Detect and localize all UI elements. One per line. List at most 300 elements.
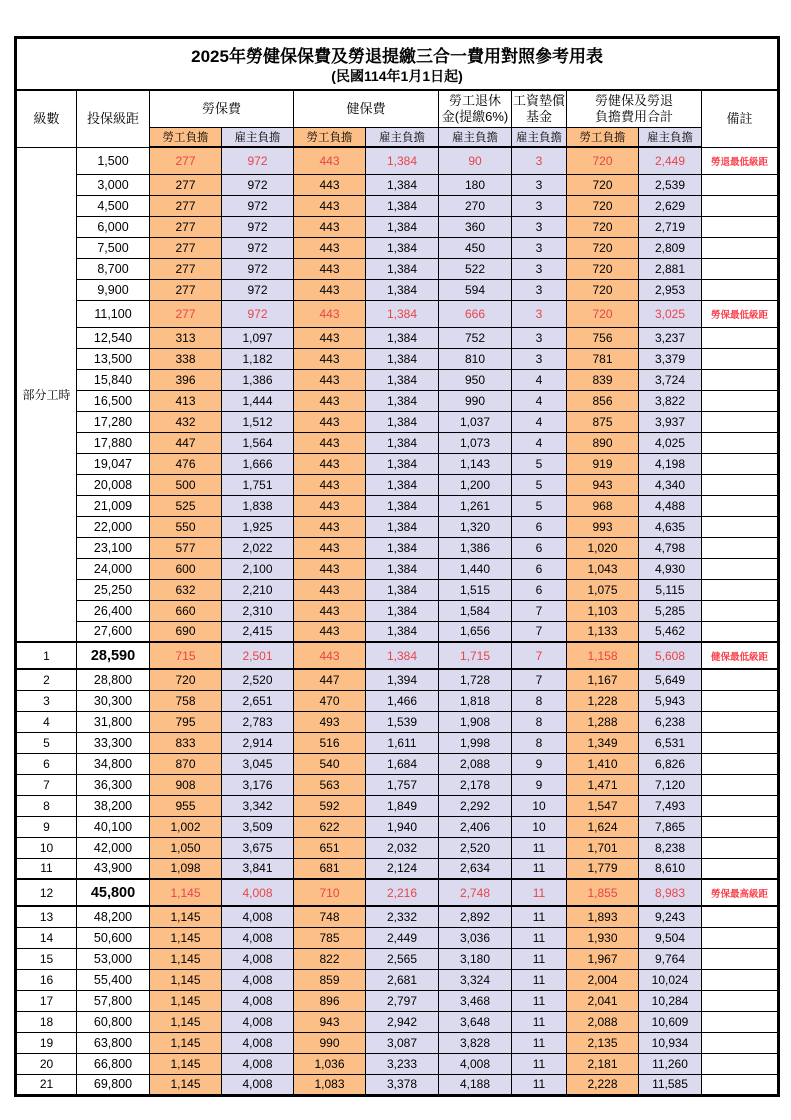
- table-row: [16, 711, 779, 732]
- labor-employee-cell: 447: [150, 432, 222, 453]
- labor-employer-cell: 3,509: [222, 816, 294, 837]
- remark-cell: [702, 690, 779, 711]
- total-employer-cell: 2,881: [639, 258, 702, 279]
- pension-label-line1: 勞工退休: [448, 92, 501, 108]
- remark-cell: [702, 990, 779, 1011]
- labor-employer-cell: 4,008: [222, 1074, 294, 1095]
- wage-fund-employer-cell: 11: [512, 948, 567, 969]
- pension-employer-cell: 1,440: [439, 558, 512, 579]
- labor-employer-cell: 3,675: [222, 837, 294, 858]
- pension-employer-cell: 666: [439, 300, 512, 327]
- bracket-cell: 45,800: [77, 879, 150, 906]
- total-employee-cell: 943: [567, 474, 639, 495]
- wage-fund-employer-cell: 3: [512, 147, 567, 174]
- table-row: [16, 516, 779, 537]
- health-employee-cell: 443: [294, 432, 366, 453]
- bracket-cell: 55,400: [77, 969, 150, 990]
- labor-employer-cell: 2,501: [222, 642, 294, 669]
- total-employer-cell: 8,983: [639, 879, 702, 906]
- subheader-total-employee: 勞工負擔: [567, 128, 639, 148]
- labor-employee-cell: 908: [150, 774, 222, 795]
- title-cell: [16, 38, 779, 91]
- labor-employer-cell: 2,415: [222, 621, 294, 642]
- remark-cell: [702, 1053, 779, 1074]
- total-employer-cell: 3,724: [639, 369, 702, 390]
- labor-employer-cell: 1,666: [222, 453, 294, 474]
- wage-fund-employer-cell: 4: [512, 390, 567, 411]
- table-row: [16, 474, 779, 495]
- table-row: [16, 858, 779, 879]
- level-cell: 3: [16, 690, 77, 711]
- wage-fund-employer-cell: 4: [512, 411, 567, 432]
- wage-fund-employer-cell: 6: [512, 537, 567, 558]
- remark-cell: [702, 621, 779, 642]
- wage-fund-employer-cell: 11: [512, 1011, 567, 1032]
- wage-fund-employer-cell: 4: [512, 369, 567, 390]
- labor-employee-cell: 277: [150, 237, 222, 258]
- table-row: [16, 495, 779, 516]
- total-employer-cell: 2,719: [639, 216, 702, 237]
- bracket-cell: 25,250: [77, 579, 150, 600]
- remark-cell: [702, 753, 779, 774]
- health-employer-cell: 1,384: [366, 258, 439, 279]
- health-employer-cell: 1,384: [366, 537, 439, 558]
- bracket-cell: 9,900: [77, 279, 150, 300]
- health-employer-cell: 1,394: [366, 669, 439, 690]
- table-row: [16, 1011, 779, 1032]
- total-employer-cell: 9,764: [639, 948, 702, 969]
- labor-employer-cell: 1,182: [222, 348, 294, 369]
- health-employee-cell: 622: [294, 816, 366, 837]
- table-row: [16, 774, 779, 795]
- total-employer-cell: 4,488: [639, 495, 702, 516]
- total-employer-cell: 5,285: [639, 600, 702, 621]
- col-header-pension: [439, 90, 512, 128]
- health-employer-cell: 2,942: [366, 1011, 439, 1032]
- total-employee-cell: 856: [567, 390, 639, 411]
- table-row: [16, 1032, 779, 1053]
- bracket-cell: 12,540: [77, 327, 150, 348]
- table-row: [16, 927, 779, 948]
- health-employer-cell: 1,384: [366, 216, 439, 237]
- remark-cell: [702, 795, 779, 816]
- labor-employer-cell: 4,008: [222, 1053, 294, 1074]
- health-employee-cell: 540: [294, 753, 366, 774]
- remark-cell: [702, 816, 779, 837]
- health-employer-cell: 1,849: [366, 795, 439, 816]
- health-employer-cell: 2,032: [366, 837, 439, 858]
- fee-comparison-table: [14, 36, 780, 1097]
- bracket-cell: 16,500: [77, 390, 150, 411]
- labor-employee-cell: 277: [150, 216, 222, 237]
- level-cell: 10: [16, 837, 77, 858]
- wage-fund-employer-cell: 7: [512, 621, 567, 642]
- total-employee-cell: 875: [567, 411, 639, 432]
- pension-employer-cell: 2,178: [439, 774, 512, 795]
- health-employer-cell: 1,539: [366, 711, 439, 732]
- total-employer-cell: 10,284: [639, 990, 702, 1011]
- wage-fund-employer-cell: 3: [512, 195, 567, 216]
- labor-employee-cell: 1,145: [150, 1032, 222, 1053]
- table-row: [16, 732, 779, 753]
- labor-employer-cell: 4,008: [222, 906, 294, 927]
- pension-label-line2: 金(提繳6%): [441, 109, 509, 124]
- subheader-labor-employer: 雇主負擔: [222, 128, 294, 148]
- total-employee-cell: 993: [567, 516, 639, 537]
- total-employee-cell: 1,133: [567, 621, 639, 642]
- table-row: [16, 579, 779, 600]
- health-employee-cell: 990: [294, 1032, 366, 1053]
- total-employer-cell: 10,024: [639, 969, 702, 990]
- remark-cell: [702, 516, 779, 537]
- labor-employer-cell: 1,925: [222, 516, 294, 537]
- total-employer-cell: 6,826: [639, 753, 702, 774]
- remark-cell: [702, 453, 779, 474]
- wage-fund-employer-cell: 3: [512, 258, 567, 279]
- health-employee-cell: 443: [294, 237, 366, 258]
- total-employee-cell: 720: [567, 216, 639, 237]
- labor-employee-cell: 1,145: [150, 927, 222, 948]
- total-employee-cell: 1,547: [567, 795, 639, 816]
- table-row: [16, 753, 779, 774]
- total-employer-cell: 11,585: [639, 1074, 702, 1095]
- total-employee-cell: 720: [567, 195, 639, 216]
- bracket-cell: 48,200: [77, 906, 150, 927]
- labor-employer-cell: 4,008: [222, 927, 294, 948]
- health-employer-cell: 1,384: [366, 516, 439, 537]
- bracket-cell: 40,100: [77, 816, 150, 837]
- level-cell: 11: [16, 858, 77, 879]
- table-row: [16, 669, 779, 690]
- total-employer-cell: 2,809: [639, 237, 702, 258]
- table-row: [16, 990, 779, 1011]
- health-employee-cell: 443: [294, 642, 366, 669]
- health-employer-cell: 1,384: [366, 621, 439, 642]
- col-header-total: [567, 90, 702, 128]
- health-employer-cell: 1,384: [366, 369, 439, 390]
- wage-fund-employer-cell: 11: [512, 1053, 567, 1074]
- title-row: [16, 38, 779, 91]
- wage-fund-employer-cell: 3: [512, 279, 567, 300]
- bracket-cell: 8,700: [77, 258, 150, 279]
- bracket-cell: 17,280: [77, 411, 150, 432]
- labor-employee-cell: 720: [150, 669, 222, 690]
- wage-fund-employer-cell: 3: [512, 174, 567, 195]
- level-cell: 4: [16, 711, 77, 732]
- pension-employer-cell: 3,468: [439, 990, 512, 1011]
- level-cell: 15: [16, 948, 77, 969]
- remark-cell: [702, 258, 779, 279]
- total-employee-cell: 1,930: [567, 927, 639, 948]
- pension-employer-cell: 1,386: [439, 537, 512, 558]
- labor-employer-cell: 4,008: [222, 990, 294, 1011]
- labor-employer-cell: 972: [222, 300, 294, 327]
- remark-cell: 勞退最低級距: [702, 147, 779, 174]
- health-employer-cell: 1,384: [366, 147, 439, 174]
- pension-employer-cell: 4,008: [439, 1053, 512, 1074]
- remark-cell: [702, 906, 779, 927]
- total-employer-cell: 10,609: [639, 1011, 702, 1032]
- health-employer-cell: 1,384: [366, 474, 439, 495]
- total-label-line2: 負擔費用合計: [594, 109, 673, 124]
- wage-fund-employer-cell: 6: [512, 579, 567, 600]
- total-employer-cell: 5,115: [639, 579, 702, 600]
- bracket-cell: 22,000: [77, 516, 150, 537]
- bracket-cell: 31,800: [77, 711, 150, 732]
- remark-cell: [702, 537, 779, 558]
- table-row: [16, 558, 779, 579]
- total-employee-cell: 1,967: [567, 948, 639, 969]
- bracket-cell: 27,600: [77, 621, 150, 642]
- labor-employer-cell: 4,008: [222, 1011, 294, 1032]
- health-employer-cell: 3,087: [366, 1032, 439, 1053]
- wage-fund-employer-cell: 5: [512, 453, 567, 474]
- subheader-wage-fund-employer: 雇主負擔: [512, 128, 567, 148]
- health-employee-cell: 785: [294, 927, 366, 948]
- remark-cell: [702, 579, 779, 600]
- health-employer-cell: 1,384: [366, 558, 439, 579]
- health-employee-cell: 443: [294, 216, 366, 237]
- labor-employer-cell: 3,045: [222, 753, 294, 774]
- pension-employer-cell: 2,634: [439, 858, 512, 879]
- page-subtitle: (民國114年1月1日起): [331, 68, 463, 85]
- bracket-cell: 23,100: [77, 537, 150, 558]
- level-cell: 2: [16, 669, 77, 690]
- pension-employer-cell: 752: [439, 327, 512, 348]
- wage-fund-employer-cell: 3: [512, 327, 567, 348]
- level-cell: 12: [16, 879, 77, 906]
- remark-cell: [702, 195, 779, 216]
- labor-employer-cell: 1,751: [222, 474, 294, 495]
- total-employee-cell: 1,020: [567, 537, 639, 558]
- remark-cell: [702, 327, 779, 348]
- total-employee-cell: 1,103: [567, 600, 639, 621]
- health-employer-cell: 2,681: [366, 969, 439, 990]
- labor-employee-cell: 600: [150, 558, 222, 579]
- health-employee-cell: 447: [294, 669, 366, 690]
- health-employee-cell: 592: [294, 795, 366, 816]
- wage-fund-employer-cell: 3: [512, 216, 567, 237]
- pension-employer-cell: 3,324: [439, 969, 512, 990]
- total-employer-cell: 10,934: [639, 1032, 702, 1053]
- total-employer-cell: 9,243: [639, 906, 702, 927]
- total-employee-cell: 1,288: [567, 711, 639, 732]
- total-employee-cell: 2,004: [567, 969, 639, 990]
- health-employer-cell: 1,466: [366, 690, 439, 711]
- health-employee-cell: 443: [294, 558, 366, 579]
- bracket-cell: 24,000: [77, 558, 150, 579]
- level-cell: 19: [16, 1032, 77, 1053]
- bracket-cell: 26,400: [77, 600, 150, 621]
- labor-employer-cell: 972: [222, 237, 294, 258]
- total-employee-cell: 919: [567, 453, 639, 474]
- pension-employer-cell: 522: [439, 258, 512, 279]
- total-employer-cell: 3,822: [639, 390, 702, 411]
- labor-employee-cell: 277: [150, 279, 222, 300]
- level-cell: 16: [16, 969, 77, 990]
- health-employee-cell: 822: [294, 948, 366, 969]
- health-employee-cell: 443: [294, 258, 366, 279]
- table-row: [16, 390, 779, 411]
- remark-cell: [702, 969, 779, 990]
- labor-employer-cell: 2,210: [222, 579, 294, 600]
- table-row: [16, 642, 779, 669]
- table-row: [16, 816, 779, 837]
- health-employee-cell: 443: [294, 474, 366, 495]
- total-employee-cell: 890: [567, 432, 639, 453]
- health-employee-cell: 748: [294, 906, 366, 927]
- labor-employee-cell: 1,145: [150, 879, 222, 906]
- bracket-cell: 69,800: [77, 1074, 150, 1095]
- table-row: [16, 537, 779, 558]
- level-cell: 5: [16, 732, 77, 753]
- labor-employer-cell: 2,651: [222, 690, 294, 711]
- pension-employer-cell: 3,180: [439, 948, 512, 969]
- health-employer-cell: 1,757: [366, 774, 439, 795]
- health-employee-cell: 443: [294, 495, 366, 516]
- health-employer-cell: 1,384: [366, 348, 439, 369]
- wage-fund-employer-cell: 10: [512, 816, 567, 837]
- labor-employer-cell: 3,176: [222, 774, 294, 795]
- health-employee-cell: 443: [294, 279, 366, 300]
- wage-fund-employer-cell: 11: [512, 927, 567, 948]
- labor-employee-cell: 660: [150, 600, 222, 621]
- total-employer-cell: 4,340: [639, 474, 702, 495]
- health-employer-cell: 1,384: [366, 195, 439, 216]
- table-row: [16, 348, 779, 369]
- bracket-cell: 17,880: [77, 432, 150, 453]
- pension-employer-cell: 1,908: [439, 711, 512, 732]
- pension-employer-cell: 90: [439, 147, 512, 174]
- health-employer-cell: 1,384: [366, 327, 439, 348]
- remark-cell: [702, 237, 779, 258]
- total-employer-cell: 3,237: [639, 327, 702, 348]
- labor-employee-cell: 690: [150, 621, 222, 642]
- level-cell: 7: [16, 774, 77, 795]
- health-employee-cell: 443: [294, 147, 366, 174]
- labor-employer-cell: 972: [222, 174, 294, 195]
- wage-fund-employer-cell: 6: [512, 558, 567, 579]
- health-employee-cell: 896: [294, 990, 366, 1011]
- remark-cell: [702, 495, 779, 516]
- wage-fund-employer-cell: 8: [512, 711, 567, 732]
- total-employee-cell: 1,471: [567, 774, 639, 795]
- bracket-cell: 28,590: [77, 642, 150, 669]
- bracket-cell: 36,300: [77, 774, 150, 795]
- labor-employee-cell: 1,145: [150, 1074, 222, 1095]
- labor-employer-cell: 2,100: [222, 558, 294, 579]
- total-employee-cell: 1,158: [567, 642, 639, 669]
- table-row: [16, 837, 779, 858]
- table-row: [16, 147, 779, 174]
- labor-employer-cell: 972: [222, 258, 294, 279]
- pension-employer-cell: 4,188: [439, 1074, 512, 1095]
- table-row: [16, 327, 779, 348]
- bracket-cell: 21,009: [77, 495, 150, 516]
- pension-employer-cell: 1,515: [439, 579, 512, 600]
- health-employee-cell: 493: [294, 711, 366, 732]
- header-row-main: [16, 90, 779, 128]
- health-employee-cell: 1,083: [294, 1074, 366, 1095]
- labor-employee-cell: 1,145: [150, 1053, 222, 1074]
- bracket-cell: 57,800: [77, 990, 150, 1011]
- table-body: [16, 147, 779, 1095]
- subheader-health-employee: 勞工負擔: [294, 128, 366, 148]
- bracket-cell: 53,000: [77, 948, 150, 969]
- health-employer-cell: 1,940: [366, 816, 439, 837]
- health-employee-cell: 443: [294, 621, 366, 642]
- total-employer-cell: 9,504: [639, 927, 702, 948]
- health-employee-cell: 859: [294, 969, 366, 990]
- level-cell: 1: [16, 642, 77, 669]
- remark-cell: [702, 669, 779, 690]
- total-employee-cell: 1,624: [567, 816, 639, 837]
- bracket-cell: 66,800: [77, 1053, 150, 1074]
- bracket-cell: 1,500: [77, 147, 150, 174]
- total-employer-cell: 8,610: [639, 858, 702, 879]
- health-employer-cell: 1,384: [366, 600, 439, 621]
- remark-cell: [702, 390, 779, 411]
- total-employee-cell: 2,181: [567, 1053, 639, 1074]
- table-row: [16, 969, 779, 990]
- remark-cell: 勞保最低級距: [702, 300, 779, 327]
- labor-employer-cell: 2,914: [222, 732, 294, 753]
- labor-employee-cell: 413: [150, 390, 222, 411]
- table-row: [16, 453, 779, 474]
- total-employer-cell: 6,531: [639, 732, 702, 753]
- total-employee-cell: 720: [567, 237, 639, 258]
- labor-employer-cell: 1,386: [222, 369, 294, 390]
- labor-employee-cell: 500: [150, 474, 222, 495]
- wage-fund-employer-cell: 7: [512, 669, 567, 690]
- subheader-health-employer: 雇主負擔: [366, 128, 439, 148]
- labor-employer-cell: 3,342: [222, 795, 294, 816]
- pension-employer-cell: 1,715: [439, 642, 512, 669]
- labor-employer-cell: 2,783: [222, 711, 294, 732]
- pension-employer-cell: 270: [439, 195, 512, 216]
- total-employee-cell: 720: [567, 147, 639, 174]
- health-employee-cell: 443: [294, 537, 366, 558]
- wage-fund-employer-cell: 11: [512, 837, 567, 858]
- total-employee-cell: 756: [567, 327, 639, 348]
- wage-fund-employer-cell: 3: [512, 348, 567, 369]
- remark-cell: [702, 927, 779, 948]
- health-employee-cell: 443: [294, 516, 366, 537]
- table-row: [16, 258, 779, 279]
- wage-fund-employer-cell: 3: [512, 300, 567, 327]
- total-employee-cell: 1,167: [567, 669, 639, 690]
- pension-employer-cell: 1,200: [439, 474, 512, 495]
- pension-employer-cell: 2,520: [439, 837, 512, 858]
- remark-cell: [702, 837, 779, 858]
- level-cell: 8: [16, 795, 77, 816]
- level-cell: 13: [16, 906, 77, 927]
- total-employee-cell: 1,701: [567, 837, 639, 858]
- table-row: [16, 879, 779, 906]
- level-cell-partial-time: 部分工時: [16, 147, 77, 642]
- table-row: [16, 195, 779, 216]
- wage-fund-employer-cell: 9: [512, 774, 567, 795]
- pension-employer-cell: 1,073: [439, 432, 512, 453]
- col-header-remark: 備註: [702, 90, 779, 147]
- total-employee-cell: 968: [567, 495, 639, 516]
- wage-fund-employer-cell: 7: [512, 642, 567, 669]
- health-employee-cell: 1,036: [294, 1053, 366, 1074]
- labor-employee-cell: 313: [150, 327, 222, 348]
- bracket-cell: 11,100: [77, 300, 150, 327]
- total-employee-cell: 2,088: [567, 1011, 639, 1032]
- total-employer-cell: 4,798: [639, 537, 702, 558]
